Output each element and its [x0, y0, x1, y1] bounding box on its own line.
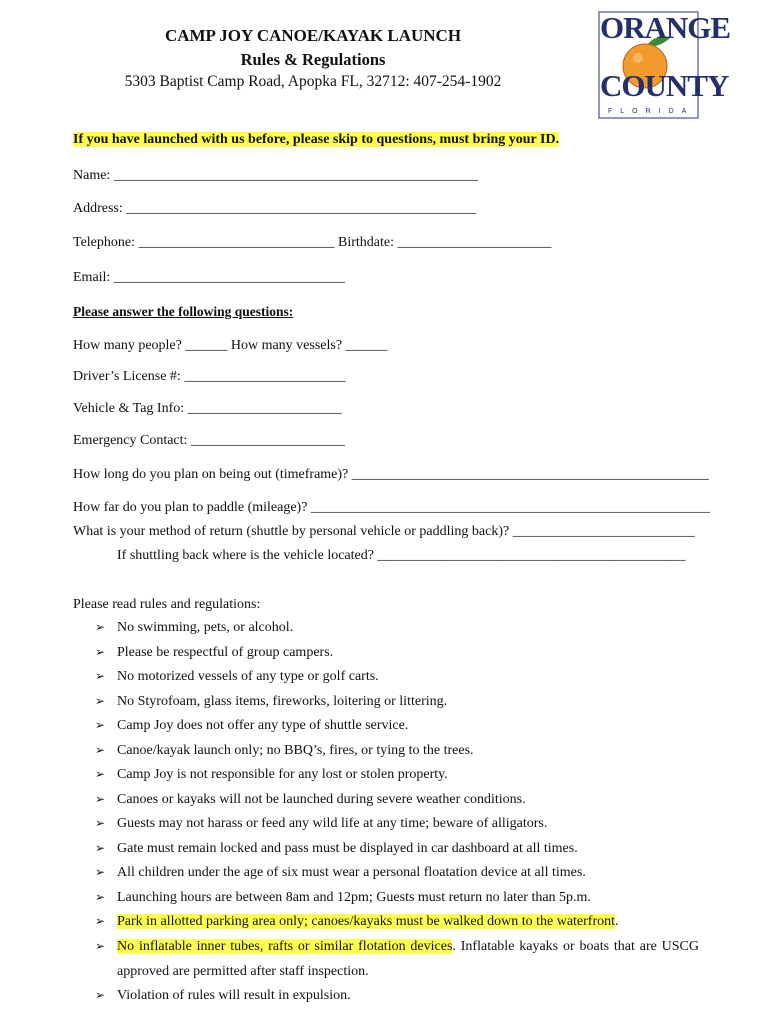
rule-item — [95, 767, 448, 783]
bullet-arrow-icon: ➢ — [95, 669, 106, 683]
bullet-arrow-icon: ➢ — [95, 620, 106, 634]
rule-item — [95, 841, 578, 857]
questions-heading: Please answer the following questions: — [73, 304, 294, 319]
bullet-arrow-icon: ➢ — [95, 816, 106, 830]
rule-item-text: Camp Joy is not responsible for any lost or stolen property. — [117, 767, 448, 782]
rule-item — [95, 620, 293, 636]
rule-item-text: Canoe/kayak launch only; no BBQ’s, fires, or tying to the trees. — [117, 742, 474, 758]
rule-item-text: No Styrofoam, glass items, fireworks, loitering or littering. — [117, 693, 448, 709]
bullet-arrow-icon: ➢ — [95, 840, 106, 855]
orange-county-logo — [596, 10, 731, 120]
rule-item-text: All children under the age of six must wear a personal floatation device at all times. — [117, 865, 586, 880]
rule-item — [95, 816, 547, 832]
bullet-arrow-icon: ➢ — [95, 865, 106, 879]
page-title: CAMP JOY CANOE/KAYAK LAUNCH — [164, 26, 462, 45]
bullet-arrow-icon: ➢ — [95, 914, 106, 928]
rule-parking — [95, 914, 619, 930]
contact-address: 5303 Baptist Camp Road, Apopka FL, 32712: 407-254-1902 — [124, 73, 502, 90]
notice-bring-id — [73, 132, 559, 148]
notice-text: If you have launched with us before, please skip to questions, must bring your ID. — [73, 132, 560, 147]
rule-inflatable — [95, 939, 699, 955]
bullet-arrow-icon: ➢ — [95, 791, 106, 806]
vehicle-tag-field[interactable]: Vehicle & Tag Info: ______________________ — [73, 401, 342, 416]
rule-inflatable-rest: . Inflatable kayaks or boats that are USCG — [452, 939, 700, 954]
rule-item — [95, 743, 474, 759]
people-vessels-field[interactable]: How many people? ______ How many vessels? ______ — [73, 338, 388, 353]
rule-item-text: Canoes or kayaks will not be launched during severe weather conditions. — [117, 791, 526, 807]
rule-item — [95, 694, 447, 710]
rule-item — [95, 645, 333, 661]
rule-item — [95, 890, 591, 906]
drivers-license-field[interactable]: Driver’s License #: _______________________ — [73, 369, 346, 384]
page-subtitle: Rules & Regulations — [240, 50, 386, 69]
rule-item-text: Gate must remain locked and pass must be displayed in car dashboard at all times. — [117, 840, 578, 856]
bullet-arrow-icon: ➢ — [95, 693, 106, 708]
rule-expulsion-text: Violation of rules will result in expulsion. — [117, 988, 351, 1003]
rule-inflatable-highlight: No inflatable inner tubes, rafts or similar flotation devices — [117, 939, 453, 954]
bullet-arrow-icon: ➢ — [95, 644, 106, 659]
timeframe-field[interactable]: How long do you plan on being out (timeframe)? ___________________________________________________ — [73, 467, 709, 482]
rule-expulsion — [95, 988, 351, 1004]
rule-inflatable-continued: approved are permitted after staff inspection. — [117, 964, 369, 979]
vehicle-location-field[interactable]: If shuttling back where is the vehicle located? ____________________________________________ — [117, 548, 686, 563]
rule-parking-end: . — [615, 914, 619, 929]
rule-item — [95, 865, 586, 881]
bullet-arrow-icon: ➢ — [95, 889, 106, 904]
rule-item — [95, 718, 408, 734]
logo-word-county: COUNTY — [600, 68, 729, 103]
bullet-arrow-icon: ➢ — [95, 988, 106, 1002]
telephone-birthdate-field[interactable]: Telephone: ____________________________ Birthdate: ______________________ — [73, 235, 552, 250]
rule-item — [95, 792, 526, 808]
bullet-arrow-icon: ➢ — [95, 767, 106, 781]
email-field[interactable]: Email: _________________________________ — [73, 270, 345, 285]
emergency-contact-field[interactable]: Emergency Contact: ______________________ — [73, 433, 345, 448]
mileage-field[interactable]: How far do you plan to paddle (mileage)? _________________________________________________________ — [73, 500, 710, 515]
rule-item-text: Launching hours are between 8am and 12pm; Guests must return no later than 5p.m. — [117, 889, 591, 905]
bullet-arrow-icon: ➢ — [95, 718, 106, 732]
bullet-arrow-icon: ➢ — [95, 742, 106, 757]
rule-item-text: No motorized vessels of any type or golf carts. — [117, 669, 379, 684]
name-field[interactable]: Name: ____________________________________________________ — [73, 168, 478, 183]
address-field[interactable]: Address: __________________________________________________ — [73, 201, 477, 216]
rule-item-text: Please be respectful of group campers. — [117, 644, 334, 660]
logo-word-florida: FLORIDA — [608, 108, 695, 115]
rule-item-text: Guests may not harass or feed any wild life at any time; beware of alligators. — [117, 816, 548, 831]
return-method-field[interactable]: What is your method of return (shuttle by personal vehicle or paddling back)? __________________________ — [73, 524, 695, 539]
rule-parking-text: Park in allotted parking area only; canoes/kayaks must be walked down to the waterfront — [117, 914, 616, 929]
logo-word-orange: ORANGE — [600, 10, 731, 45]
rules-intro: Please read rules and regulations: — [73, 597, 261, 612]
rule-item-text: No swimming, pets, or alcohol. — [117, 620, 294, 635]
bullet-arrow-icon: ➢ — [95, 939, 106, 953]
rule-item — [95, 669, 379, 685]
rule-item-text: Camp Joy does not offer any type of shuttle service. — [117, 718, 409, 733]
